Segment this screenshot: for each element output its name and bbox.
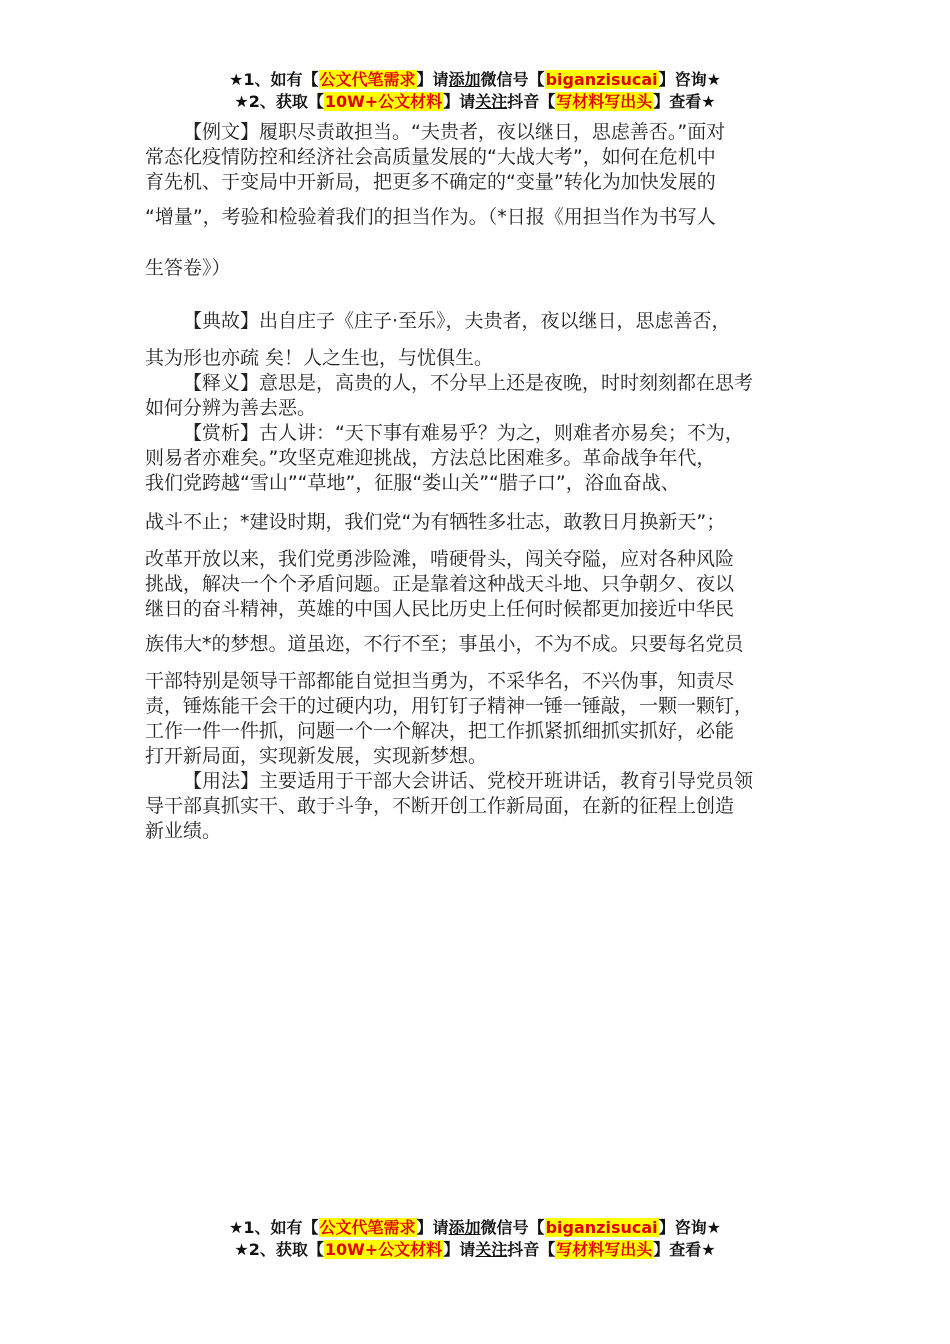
- header-banner: [0, 69, 950, 113]
- text-line: 战斗不止；*建设时期，我们党“为有牺牲多壮志，敢教日月换新天”；: [145, 511, 726, 533]
- banner-text: 】查看★: [653, 92, 716, 111]
- highlight-materials: 10W+公文材料: [324, 1240, 443, 1259]
- banner-text: 】请: [443, 1240, 476, 1259]
- text-line: 责，锤炼能干会干的过硬内功，用钉钉子精神一锤一锤敲，一颗一颗钉，: [145, 695, 754, 717]
- analysis-label: 【赏析】: [183, 422, 260, 444]
- meaning-paragraph: [145, 371, 813, 396]
- banner-underline-text: 关注: [475, 1240, 508, 1259]
- text-line: 工作一件一件抓，问题一个一个解决，把工作抓紧抓细抓实抓好，必能: [145, 720, 735, 742]
- banner-text: 微信号【: [480, 70, 545, 89]
- text-line: 打开新局面，实现新发展，实现新梦想。: [145, 745, 488, 767]
- banner-text: 】咨询★: [658, 1218, 721, 1237]
- text-line: 改革开放以来，我们党勇涉险滩，啃硬骨头，闯关夺隘，应对各种风险: [145, 548, 735, 570]
- text-line: 育先机、于变局中开新局，把更多不确定的“变量”转化为加快发展的: [145, 171, 716, 193]
- banner-text: 抖音【: [507, 92, 556, 111]
- banner-underline-text: 添加: [448, 1218, 481, 1237]
- example-section: [145, 120, 813, 281]
- banner-underline-text: 添加: [448, 70, 481, 89]
- banner-text: ★1、如有【: [229, 70, 319, 89]
- banner-text: 】请: [443, 92, 476, 111]
- highlight-douyin-account: 写材料写出头: [556, 1240, 653, 1259]
- highlight-service: 公文代笔需求: [319, 1218, 416, 1237]
- allusion-paragraph: [145, 309, 813, 334]
- banner-text: 】请: [416, 1218, 449, 1237]
- highlight-service: 公文代笔需求: [319, 70, 416, 89]
- meaning-label: 【释义】: [183, 372, 260, 394]
- banner-line-1: [0, 69, 950, 91]
- banner-underline-text: 关注: [475, 92, 508, 111]
- highlight-wechat-id: biganzisucai: [545, 70, 658, 89]
- banner-text: 微信号【: [480, 1218, 545, 1237]
- text-line: 常态化疫情防控和经济社会高质量发展的“大战大考”，如何在危机中: [145, 146, 716, 168]
- banner-text: 】咨询★: [658, 70, 721, 89]
- text-line: 生答卷》）: [145, 257, 231, 279]
- text-line: 我们党跨越“雪山”“草地”，征服“娄山关”“腊子口”，浴血奋战、: [145, 472, 680, 494]
- banner-text: 】查看★: [653, 1240, 716, 1259]
- text-line: 履职尽责敢担当。“夫贵者，夜以继日，思虑善否。”面对: [259, 121, 726, 143]
- text-line: 意思是，高贵的人，不分早上还是夜晚，时时刻刻都在思考: [259, 372, 754, 394]
- banner-text: 】请: [416, 70, 449, 89]
- meaning-section: [145, 371, 813, 421]
- highlight-wechat-id: biganzisucai: [545, 1218, 658, 1237]
- text-line: 主要适用于干部大会讲话、党校开班讲话，教育引导党员领: [259, 770, 754, 792]
- text-line: 导干部真抓实干、敢于斗争，不断开创工作新局面，在新的征程上创造: [145, 795, 735, 817]
- allusion-section: [145, 309, 813, 371]
- banner-line-2: [0, 91, 950, 113]
- document-body: [145, 120, 813, 844]
- text-line: 古人讲：“天下事有难易乎？为之，则难者亦易矣；不为，: [259, 422, 744, 444]
- usage-paragraph: [145, 769, 813, 794]
- text-line: 新业绩。: [145, 820, 222, 842]
- text-line: 族伟大*的梦想。道虽迩，不行不至；事虽小，不为不成。只要每名党员: [145, 633, 744, 655]
- example-paragraph: [145, 120, 813, 145]
- banner-text: 抖音【: [507, 1240, 556, 1259]
- analysis-section: [145, 421, 813, 769]
- usage-label: 【用法】: [183, 770, 260, 792]
- banner-text: ★2、获取【: [234, 1240, 324, 1259]
- text-line: 继日的奋斗精神，英雄的中国人民比历史上任何时候都更加接近中华民: [145, 598, 735, 620]
- highlight-douyin-account: 写材料写出头: [556, 92, 653, 111]
- text-line: 则易者亦难矣。”攻坚克难迎挑战，方法总比困难多。革命战争年代，: [145, 447, 716, 469]
- text-line: 如何分辨为善去恶。: [145, 397, 317, 419]
- footer-banner: [0, 1217, 950, 1261]
- banner-line-1: [0, 1217, 950, 1239]
- text-line: 挑战，解决一个个矛盾问题。正是靠着这种战天斗地、只争朝夕、夜以: [145, 573, 735, 595]
- allusion-label: 【典故】: [183, 310, 260, 332]
- example-label: 【例文】: [183, 121, 260, 143]
- highlight-materials: 10W+公文材料: [324, 92, 443, 111]
- banner-text: ★2、获取【: [234, 92, 324, 111]
- text-line: 出自庄子《庄子·至乐》，夫贵者，夜以继日，思虑善否，: [259, 310, 731, 332]
- text-line: “增量”，考验和检验着我们的担当作为。（*日报《用担当作为书写人: [145, 206, 716, 228]
- text-line: 干部特别是领导干部都能自觉担当勇为，不采华名，不兴伪事，知责尽: [145, 670, 735, 692]
- analysis-paragraph: [145, 421, 813, 446]
- text-line: 其为形也亦疏 矣！人之生也，与忧俱生。: [145, 347, 494, 369]
- banner-line-2: [0, 1239, 950, 1261]
- banner-text: ★1、如有【: [229, 1218, 319, 1237]
- usage-section: [145, 769, 813, 844]
